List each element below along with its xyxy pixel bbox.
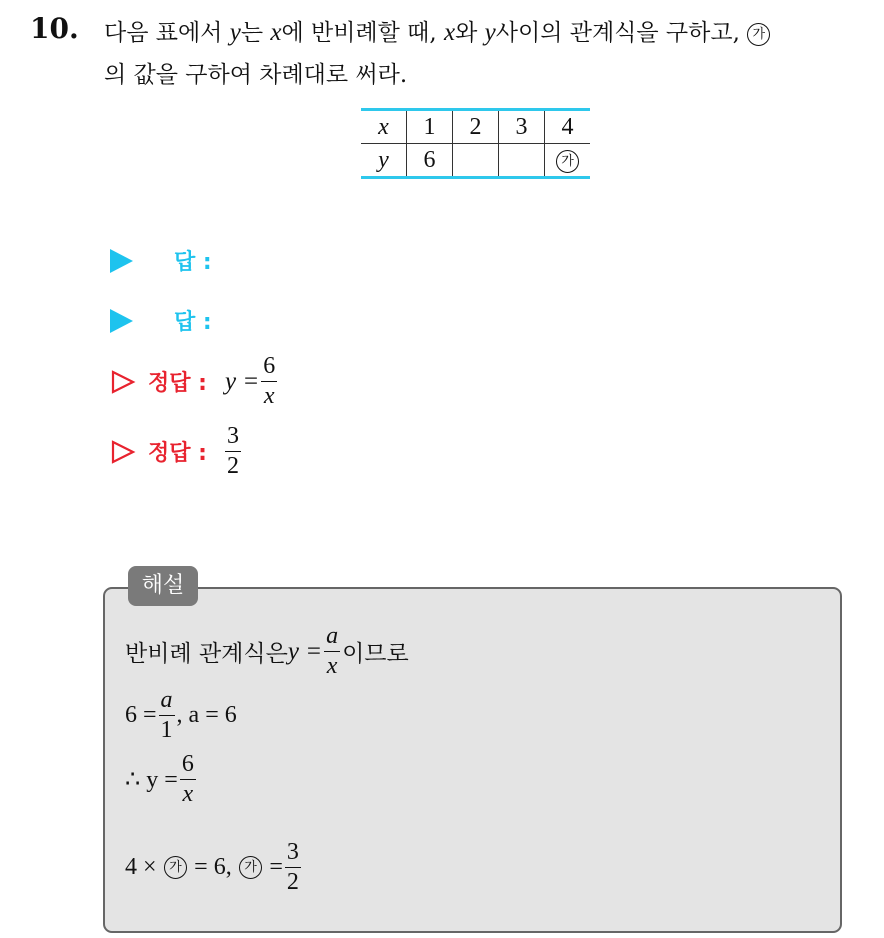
solution-line-2: 6 = $\frac{a}{1}$ , a = 6 xyxy=(125,687,237,744)
answer2-fraction: $\frac{3}{2}$ xyxy=(226,423,239,480)
answer-row-1[interactable] xyxy=(110,245,212,276)
correct-label: 정답 : xyxy=(148,441,207,467)
question-text-line2: 의 값을 구하여 차례대로 써라. xyxy=(104,62,408,88)
table-cell: 2 xyxy=(453,110,499,144)
circled-ga-mark: 가 xyxy=(556,150,579,173)
xy-table xyxy=(361,108,590,179)
question-text: 사이의 관계식을 구하고, xyxy=(495,20,748,46)
table-header-y: y xyxy=(378,146,389,173)
circled-ga-mark: 가 xyxy=(747,23,770,46)
solution-line-4: 4 × 가 = 6, 가 = $\frac{3}{2}$ xyxy=(125,839,299,896)
circled-ga-mark: 가 xyxy=(164,856,187,879)
correct-answer-2 xyxy=(110,424,243,479)
table-cell xyxy=(453,144,499,178)
table-cell: 6 xyxy=(407,144,453,178)
correct-label: 정답 : xyxy=(148,371,207,397)
solution-line-3: ∴ y = $\frac{6}{x}$ xyxy=(125,751,194,808)
circled-ga-mark: 가 xyxy=(239,856,262,879)
question-text: 는 xyxy=(240,20,271,46)
solution-fraction: $\frac{a}{1}$ xyxy=(160,687,173,744)
question-text: 다음 표에서 xyxy=(104,20,230,46)
outline-arrow-icon xyxy=(110,439,136,465)
var-y: y xyxy=(484,19,496,46)
table-header-x: x xyxy=(361,110,407,144)
question-text-line1 xyxy=(104,14,770,47)
answer-row-2[interactable] xyxy=(110,305,212,336)
question-number: 10. xyxy=(30,12,79,45)
var-y: y xyxy=(229,19,241,46)
solution-line-1: 반비례 관계식은 y = $\frac{a}{x}$ 이므로 xyxy=(125,623,409,680)
table-cell: 3 xyxy=(499,110,545,144)
table-cell xyxy=(545,144,591,178)
correct-answer-1 xyxy=(110,354,279,409)
answer-label: 답 : xyxy=(174,310,212,335)
answer-label: 답 : xyxy=(174,250,212,275)
table-cell: 1 xyxy=(407,110,453,144)
table-cell xyxy=(499,144,545,178)
solution-fraction: $\frac{a}{x}$ xyxy=(326,623,339,680)
answer1-lhs: y = xyxy=(224,367,260,395)
table-cell: 4 xyxy=(545,110,591,144)
question-text: 와 xyxy=(455,20,485,46)
answer-arrow-icon xyxy=(110,309,133,333)
question-text: 에 반비례할 때, xyxy=(281,20,445,46)
table-row-y xyxy=(361,144,590,178)
outline-arrow-icon xyxy=(110,369,136,395)
answer-arrow-icon xyxy=(110,249,133,273)
table-row-x xyxy=(361,110,590,144)
solution-fraction: $\frac{6}{x}$ xyxy=(181,751,194,808)
var-x: x xyxy=(444,19,456,46)
solution-fraction: $\frac{3}{2}$ xyxy=(286,839,299,896)
var-x: x xyxy=(270,19,282,46)
solution-tag: 해설 xyxy=(128,566,198,606)
answer1-fraction: $\frac{6}{x}$ xyxy=(263,353,276,410)
